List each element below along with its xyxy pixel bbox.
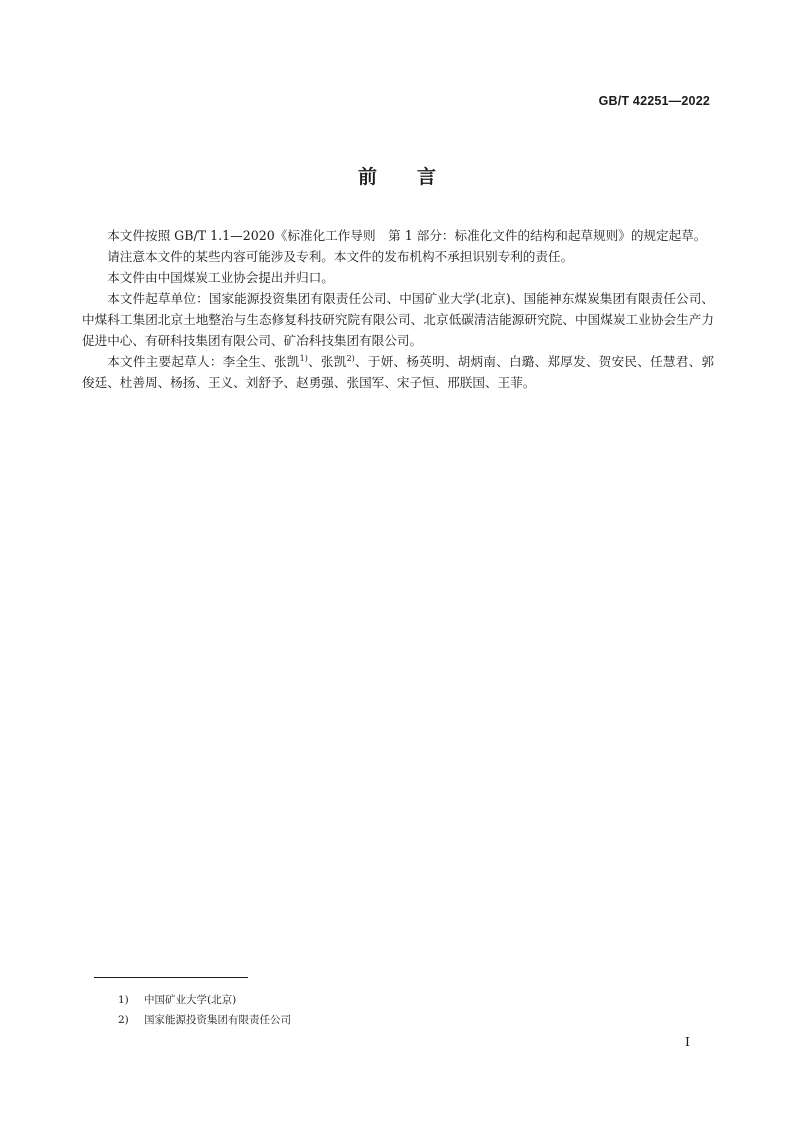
paragraph-proposer: 本文件由中国煤炭工业协会提出并归口。 (107, 270, 334, 285)
title-char-1: 前 (357, 166, 377, 188)
paragraph-patent-notice: 请注意本文件的某些内容可能涉及专利。本文件的发布机构不承担识别专利的责任。 (107, 249, 574, 264)
paragraph-drafting-units: 本文件起草单位：国家能源投资集团有限责任公司、中国矿业大学(北京)、国能神东煤炭集团有限责任公司、中煤科工集团北京土地整治与生态修复科技研究院有限公司、北京低碳清洁能源研究院、中国煤炭工业协会生产力促进中心、有研科技集团有限公司、矿冶科技集团有限公司。 (82, 291, 714, 348)
paragraph-drafters (82, 351, 714, 393)
preface-body (82, 225, 714, 393)
footnote-ref-2[interactable]: 2) (346, 353, 355, 363)
title-char-2: 言 (417, 166, 437, 188)
standard-number: GB/T 42251—2022 (598, 94, 710, 108)
footnote-ref-1[interactable]: 1) (299, 353, 308, 363)
footnote-mark: 1) (118, 994, 129, 1006)
footnote-text: 中国矿业大学(北京) (144, 994, 237, 1006)
footnote-text: 国家能源投资集团有限责任公司 (144, 1014, 291, 1026)
footnote-divider (94, 977, 248, 978)
footnote-2 (118, 1010, 291, 1030)
drafters-mid: 、张凯 (307, 354, 347, 369)
page-title (0, 162, 794, 189)
footnote-mark: 2) (118, 1014, 129, 1026)
drafters-suffix: 、于妍、杨英明、胡炳南、白璐、郑厚发、贺安民、任慧君、郭俊廷、杜善周、杨扬、王义、刘舒予、赵勇强、张国军、宋子恒、邢朕国、王菲。 (82, 354, 715, 390)
footnotes (118, 990, 291, 1030)
paragraph-drafting-rules: 本文件按照 GB/T 1.1—2020《标准化工作导则 第 1 部分：标准化文件的结构和起草规则》的规定起草。 (107, 228, 707, 243)
footnote-1 (118, 990, 291, 1010)
page-number: I (685, 1034, 690, 1049)
drafters-prefix: 本文件主要起草人：李全生、张凯 (107, 354, 300, 369)
